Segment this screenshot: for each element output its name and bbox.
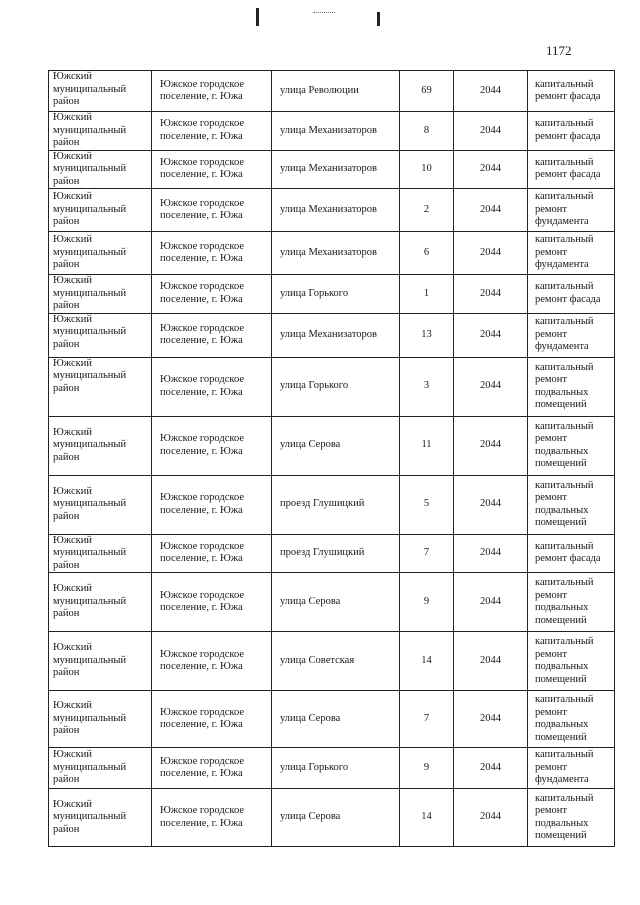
work-type-cell: капитальный ремонт фасада (528, 71, 615, 112)
district-cell: Южский муниципальный район (49, 313, 152, 357)
year-cell: 2044 (454, 357, 528, 416)
house-number-cell: 11 (400, 416, 454, 475)
year-cell: 2044 (454, 475, 528, 534)
settlement-cell: Южское городское поселение, г. Южа (152, 232, 272, 275)
street-cell: улица Серова (272, 691, 400, 748)
settlement-cell: Южское городское поселение, г. Южа (152, 357, 272, 416)
house-number-cell: 7 (400, 691, 454, 748)
settlement-cell: Южское городское поселение, г. Южа (152, 112, 272, 151)
house-number-cell: 69 (400, 71, 454, 112)
house-number-cell: 13 (400, 313, 454, 357)
house-number-cell: 7 (400, 534, 454, 573)
work-type-cell: капитальный ремонт фундамента (528, 232, 615, 275)
year-cell: 2044 (454, 112, 528, 151)
house-number-cell: 9 (400, 748, 454, 789)
settlement-cell: Южское городское поселение, г. Южа (152, 313, 272, 357)
work-type-cell: капитальный ремонт фундамента (528, 313, 615, 357)
work-type-cell: капитальный ремонт фасада (528, 112, 615, 151)
year-cell: 2044 (454, 189, 528, 232)
district-cell: Южский муниципальный район (49, 275, 152, 314)
street-cell: улица Серова (272, 416, 400, 475)
house-number-cell: 14 (400, 632, 454, 691)
scan-mark-center (313, 12, 335, 19)
settlement-cell: Южское городское поселение, г. Южа (152, 691, 272, 748)
street-cell: улица Механизаторов (272, 189, 400, 232)
work-type-cell: капитальный ремонт подвальных помещений (528, 691, 615, 748)
settlement-cell: Южское городское поселение, г. Южа (152, 534, 272, 573)
house-number-cell: 6 (400, 232, 454, 275)
house-number-cell: 1 (400, 275, 454, 314)
table-row (49, 112, 615, 151)
district-cell: Южский муниципальный район (49, 357, 152, 416)
housing-repair-table (48, 70, 615, 847)
district-cell: Южский муниципальный район (49, 789, 152, 847)
settlement-cell: Южское городское поселение, г. Южа (152, 632, 272, 691)
street-cell: проезд Глушицкий (272, 534, 400, 573)
district-cell: Южский муниципальный район (49, 632, 152, 691)
work-type-cell: капитальный ремонт фундамента (528, 748, 615, 789)
table-row (49, 150, 615, 189)
street-cell: улица Горького (272, 357, 400, 416)
house-number-cell: 8 (400, 112, 454, 151)
street-cell: улица Механизаторов (272, 313, 400, 357)
year-cell: 2044 (454, 275, 528, 314)
table-row (49, 573, 615, 632)
street-cell: улица Механизаторов (272, 112, 400, 151)
district-cell: Южский муниципальный район (49, 691, 152, 748)
house-number-cell: 10 (400, 150, 454, 189)
year-cell: 2044 (454, 232, 528, 275)
settlement-cell: Южское городское поселение, г. Южа (152, 71, 272, 112)
table-row (49, 748, 615, 789)
street-cell: улица Механизаторов (272, 232, 400, 275)
work-type-cell: капитальный ремонт подвальных помещений (528, 789, 615, 847)
street-cell: улица Серова (272, 573, 400, 632)
district-cell: Южский муниципальный район (49, 475, 152, 534)
settlement-cell: Южское городское поселение, г. Южа (152, 475, 272, 534)
work-type-cell: капитальный ремонт подвальных помещений (528, 573, 615, 632)
year-cell: 2044 (454, 416, 528, 475)
settlement-cell: Южское городское поселение, г. Южа (152, 573, 272, 632)
work-type-cell: капитальный ремонт фасада (528, 150, 615, 189)
district-cell: Южский муниципальный район (49, 150, 152, 189)
table-row (49, 275, 615, 314)
year-cell: 2044 (454, 534, 528, 573)
work-type-cell: капитальный ремонт фасада (528, 275, 615, 314)
district-cell: Южский муниципальный район (49, 748, 152, 789)
settlement-cell: Южское городское поселение, г. Южа (152, 150, 272, 189)
table-row (49, 475, 615, 534)
table-row (49, 534, 615, 573)
year-cell: 2044 (454, 150, 528, 189)
house-number-cell: 3 (400, 357, 454, 416)
settlement-cell: Южское городское поселение, г. Южа (152, 748, 272, 789)
house-number-cell: 9 (400, 573, 454, 632)
table-body (49, 71, 615, 847)
district-cell: Южский муниципальный район (49, 232, 152, 275)
street-cell: улица Горького (272, 748, 400, 789)
year-cell: 2044 (454, 748, 528, 789)
work-type-cell: капитальный ремонт фасада (528, 534, 615, 573)
work-type-cell: капитальный ремонт подвальных помещений (528, 475, 615, 534)
table-row (49, 313, 615, 357)
street-cell: улица Горького (272, 275, 400, 314)
year-cell: 2044 (454, 71, 528, 112)
year-cell: 2044 (454, 313, 528, 357)
table-row (49, 789, 615, 847)
street-cell: улица Механизаторов (272, 150, 400, 189)
work-type-cell: капитальный ремонт фундамента (528, 189, 615, 232)
year-cell: 2044 (454, 632, 528, 691)
house-number-cell: 14 (400, 789, 454, 847)
district-cell: Южский муниципальный район (49, 573, 152, 632)
table-row (49, 416, 615, 475)
street-cell: проезд Глушицкий (272, 475, 400, 534)
work-type-cell: капитальный ремонт подвальных помещений (528, 357, 615, 416)
district-cell: Южский муниципальный район (49, 112, 152, 151)
street-cell: улица Советская (272, 632, 400, 691)
district-cell: Южский муниципальный район (49, 416, 152, 475)
table-row (49, 357, 615, 416)
table-row (49, 232, 615, 275)
scan-mark-left (256, 8, 259, 26)
table-row (49, 189, 615, 232)
house-number-cell: 2 (400, 189, 454, 232)
district-cell: Южский муниципальный район (49, 71, 152, 112)
district-cell: Южский муниципальный район (49, 189, 152, 232)
table-row (49, 71, 615, 112)
year-cell: 2044 (454, 691, 528, 748)
year-cell: 2044 (454, 573, 528, 632)
street-cell: улица Серова (272, 789, 400, 847)
street-cell: улица Революции (272, 71, 400, 112)
settlement-cell: Южское городское поселение, г. Южа (152, 416, 272, 475)
scan-mark-right (377, 12, 380, 26)
settlement-cell: Южское городское поселение, г. Южа (152, 789, 272, 847)
year-cell: 2044 (454, 789, 528, 847)
district-cell: Южский муниципальный район (49, 534, 152, 573)
work-type-cell: капитальный ремонт подвальных помещений (528, 416, 615, 475)
settlement-cell: Южское городское поселение, г. Южа (152, 189, 272, 232)
settlement-cell: Южское городское поселение, г. Южа (152, 275, 272, 314)
house-number-cell: 5 (400, 475, 454, 534)
work-type-cell: капитальный ремонт подвальных помещений (528, 632, 615, 691)
table-row (49, 691, 615, 748)
page-number: 1172 (546, 43, 572, 58)
table-row (49, 632, 615, 691)
